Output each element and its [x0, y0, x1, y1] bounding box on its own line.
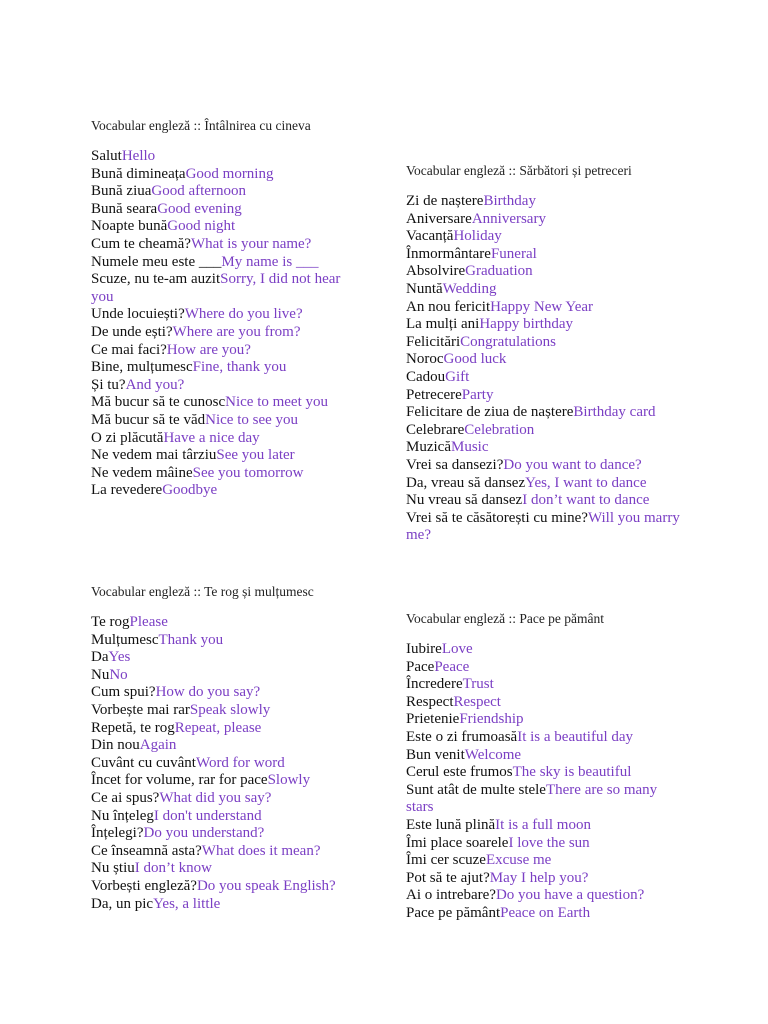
vocab-entry — [91, 218, 341, 236]
english-translation: Excuse me — [485, 852, 552, 869]
romanian-phrase: Bună dimineața — [91, 165, 186, 182]
vocab-entry — [406, 492, 696, 510]
vocab-entry — [91, 649, 376, 667]
romanian-phrase: Sunt atât de multe stele — [406, 781, 546, 798]
romanian-phrase: Prietenie — [406, 711, 460, 728]
romanian-phrase: Înmormântare — [406, 245, 491, 262]
english-translation: There are so many stars — [406, 781, 658, 816]
romanian-phrase: Noroc — [406, 351, 444, 368]
english-translation: Where do you live? — [184, 306, 303, 323]
vocab-entry — [406, 852, 666, 870]
english-translation: Do you want to dance? — [503, 456, 642, 473]
english-translation: It is a full moon — [495, 816, 591, 833]
english-translation: Party — [461, 386, 494, 403]
english-translation: Repeat, please — [174, 719, 262, 736]
vocab-entry — [91, 702, 376, 720]
english-translation: Speak slowly — [189, 701, 271, 718]
romanian-phrase: Cum spui? — [91, 684, 156, 701]
vocab-list — [91, 614, 376, 913]
vocab-entry — [406, 334, 696, 352]
romanian-phrase: Nu știu — [91, 860, 135, 877]
vocab-entry — [406, 316, 696, 334]
romanian-phrase: Îmi cer scuze — [406, 852, 486, 869]
english-translation: Slowly — [267, 772, 311, 789]
english-translation: Good afternoon — [151, 183, 246, 200]
romanian-phrase: Este lună plină — [406, 816, 496, 833]
english-translation: Yes — [108, 649, 131, 666]
english-translation: Do you speak English? — [196, 877, 336, 894]
romanian-phrase: Îmi place soarele — [406, 834, 509, 851]
romanian-phrase: Salut — [91, 148, 122, 164]
romanian-phrase: Bun venit — [406, 746, 465, 763]
vocab-entry — [91, 271, 341, 306]
vocab-entry — [91, 394, 341, 412]
vocab-entry — [91, 632, 376, 650]
vocab-entry — [406, 475, 696, 493]
romanian-phrase: Numele meu este ___ — [91, 253, 222, 270]
vocab-entry — [91, 359, 341, 377]
english-translation: Funeral — [490, 245, 537, 262]
english-translation: What does it mean? — [201, 842, 321, 859]
vocab-entry — [91, 790, 376, 808]
vocab-entry — [91, 412, 341, 430]
vocab-list — [406, 193, 696, 545]
vocab-entry — [406, 676, 666, 694]
vocab-entry — [406, 835, 666, 853]
romanian-phrase: De unde ești? — [91, 323, 173, 340]
english-translation: Do you understand? — [143, 825, 265, 842]
english-translation: Trust — [462, 676, 494, 693]
romanian-phrase: La revedere — [91, 482, 163, 499]
vocab-entry — [406, 711, 666, 729]
vocab-entry — [406, 817, 666, 835]
english-translation: Friendship — [459, 711, 524, 728]
english-translation: May I help you? — [489, 869, 589, 886]
romanian-phrase: Te rog — [91, 614, 130, 630]
vocab-entry — [406, 263, 696, 281]
vocab-entry — [91, 684, 376, 702]
vocab-entry — [406, 246, 696, 264]
english-translation: It is a beautiful day — [517, 728, 634, 745]
english-translation: Good night — [167, 218, 236, 235]
english-translation: Gift — [445, 368, 470, 385]
vocab-entry — [91, 843, 376, 861]
section-title: Vocabular engleză :: Te rog și mulțumesc — [91, 584, 314, 599]
english-translation: Sorry, I did not hear you — [91, 271, 341, 305]
vocab-entry — [91, 482, 341, 500]
vocab-entry — [406, 422, 696, 440]
vocab-entry — [91, 342, 341, 360]
romanian-phrase: Felicitare de ziua de naștere — [406, 404, 574, 421]
english-translation: Holiday — [453, 228, 502, 245]
english-translation: Yes, I want to dance — [525, 474, 647, 491]
vocab-entry — [91, 166, 341, 184]
romanian-phrase: Scuze, nu te-am auzit — [91, 271, 221, 288]
romanian-phrase: Vorbești engleză? — [91, 877, 197, 894]
english-translation: How are you? — [166, 341, 251, 358]
english-translation: Good morning — [185, 165, 274, 182]
english-translation: I don’t know — [134, 860, 212, 877]
english-translation: Do you have a question? — [495, 887, 645, 904]
section-title: Vocabular engleză :: Sărbători și petreceri — [406, 163, 632, 178]
english-translation: Wedding — [442, 280, 497, 297]
vocab-entry — [91, 720, 376, 738]
english-translation: How do you say? — [155, 684, 261, 701]
romanian-phrase: Muzică — [406, 439, 451, 456]
romanian-phrase: Ne vedem mai târziu — [91, 447, 217, 464]
romanian-phrase: Aniversare — [406, 210, 472, 227]
romanian-phrase: Zi de naștere — [406, 193, 484, 209]
romanian-phrase: Felicitări — [406, 333, 461, 350]
vocab-entry — [406, 387, 696, 405]
romanian-phrase: Nu vreau să dansez — [406, 492, 523, 509]
vocab-entry — [91, 825, 376, 843]
vocab-entry — [406, 351, 696, 369]
english-translation: See you later — [216, 447, 295, 464]
vocab-entry — [91, 896, 376, 914]
english-translation: What is your name? — [190, 235, 312, 252]
romanian-phrase: Ce mai faci? — [91, 341, 167, 358]
romanian-phrase: Bună seara — [91, 200, 158, 217]
vocab-entry — [406, 729, 666, 747]
vocab-entry — [406, 457, 696, 475]
english-translation: And you? — [125, 376, 185, 393]
romanian-phrase: La mulți ani — [406, 316, 480, 333]
romanian-phrase: Ce înseamnă asta? — [91, 842, 202, 859]
english-translation: I don't understand — [153, 807, 262, 824]
romanian-phrase: Pace pe pământ — [406, 904, 501, 921]
english-translation: Peace — [434, 658, 470, 675]
vocab-entry — [406, 228, 696, 246]
english-translation: Graduation — [465, 263, 533, 280]
romanian-phrase: An nou fericit — [406, 298, 491, 315]
romanian-phrase: Nu — [91, 666, 110, 683]
section-please-thank-you — [91, 584, 376, 913]
romanian-phrase: Mă bucur să te văd — [91, 411, 206, 428]
vocab-entry — [91, 377, 341, 395]
vocab-entry — [91, 306, 341, 324]
english-translation: What did you say? — [159, 789, 272, 806]
section-peace-on-earth — [406, 611, 666, 923]
english-translation: Birthday card — [573, 404, 656, 421]
vocab-entry — [91, 254, 341, 272]
vocab-entry — [91, 614, 376, 632]
english-translation: Yes, a little — [153, 895, 221, 912]
romanian-phrase: Este o zi frumoasă — [406, 728, 518, 745]
romanian-phrase: Bună ziua — [91, 183, 152, 200]
romanian-phrase: Pot să te ajut? — [406, 869, 490, 886]
vocab-entry — [406, 641, 666, 659]
english-translation: Happy New Year — [490, 298, 594, 315]
english-translation: The sky is beautiful — [512, 764, 632, 781]
romanian-phrase: Nuntă — [406, 280, 443, 297]
english-translation: Nice to meet you — [225, 394, 329, 411]
romanian-phrase: Din nou — [91, 737, 140, 754]
english-translation: I love the sun — [508, 834, 590, 851]
vocab-entry — [91, 148, 341, 166]
romanian-phrase: Iubire — [406, 641, 442, 657]
romanian-phrase: Cerul este frumos — [406, 764, 513, 781]
romanian-phrase: Vacanță — [406, 228, 454, 245]
romanian-phrase: Cadou — [406, 368, 446, 385]
english-translation: No — [109, 666, 128, 683]
vocab-entry — [406, 510, 696, 545]
english-translation: Nice to see you — [205, 411, 299, 428]
english-translation: Love — [441, 641, 473, 657]
section-title: Vocabular engleză :: Întâlnirea cu cineva — [91, 118, 311, 133]
english-translation: Word for word — [195, 754, 285, 771]
romanian-phrase: O zi plăcută — [91, 429, 164, 446]
vocab-entry — [406, 193, 696, 211]
vocab-entry — [91, 772, 376, 790]
section-title: Vocabular engleză :: Pace pe pământ — [406, 611, 605, 626]
romanian-phrase: Respect — [406, 693, 454, 710]
vocab-entry — [406, 439, 696, 457]
vocab-entry — [91, 878, 376, 896]
romanian-phrase: Mulțumesc — [91, 631, 159, 648]
romanian-phrase: Vorbește mai rar — [91, 701, 190, 718]
romanian-phrase: Încet for volume, rar for pace — [91, 772, 268, 789]
vocab-entry — [406, 369, 696, 387]
romanian-phrase: Vrei să te căsătorești cu mine? — [406, 509, 588, 526]
english-translation: Welcome — [464, 746, 522, 763]
english-translation: Birthday — [483, 193, 536, 209]
romanian-phrase: Înțelegi? — [91, 825, 144, 842]
vocab-entry — [406, 659, 666, 677]
english-translation: Respect — [453, 693, 501, 710]
romanian-phrase: Absolvire — [406, 263, 466, 280]
vocab-entry — [406, 299, 696, 317]
romanian-phrase: Vrei sa dansezi? — [406, 456, 504, 473]
vocab-entry — [91, 324, 341, 342]
vocab-entry — [91, 667, 376, 685]
vocab-entry — [91, 808, 376, 826]
vocab-list — [91, 148, 341, 500]
vocab-entry — [91, 860, 376, 878]
romanian-phrase: Nu înțeleg — [91, 807, 154, 824]
vocab-entry — [406, 887, 666, 905]
romanian-phrase: Bine, mulțumesc — [91, 359, 193, 376]
vocab-entry — [91, 430, 341, 448]
english-translation: Where are you from? — [172, 323, 301, 340]
vocab-entry — [406, 782, 666, 817]
romanian-phrase: Cuvânt cu cuvânt — [91, 754, 196, 771]
english-translation: Fine, thank you — [192, 359, 287, 376]
romanian-phrase: Da — [91, 649, 109, 666]
english-translation: Congratulations — [460, 333, 556, 350]
romanian-phrase: Cum te cheamă? — [91, 235, 191, 252]
section-holidays-parties — [406, 163, 696, 545]
romanian-phrase: Ai o intrebare? — [406, 887, 496, 904]
english-translation: Thank you — [158, 631, 224, 648]
english-translation: Have a nice day — [163, 429, 260, 446]
vocab-entry — [406, 404, 696, 422]
vocab-entry — [406, 694, 666, 712]
vocab-entry — [406, 747, 666, 765]
romanian-phrase: Celebrare — [406, 421, 465, 438]
vocab-entry — [406, 764, 666, 782]
english-translation: Happy birthday — [479, 316, 574, 333]
vocab-entry — [406, 281, 696, 299]
english-translation: Good luck — [443, 351, 507, 368]
english-translation: Goodbye — [162, 482, 218, 499]
romanian-phrase: Repetă, te rog — [91, 719, 175, 736]
romanian-phrase: Da, vreau să dansez — [406, 474, 526, 491]
romanian-phrase: Petrecere — [406, 386, 462, 403]
vocab-entry — [91, 447, 341, 465]
english-translation: Hello — [121, 148, 156, 164]
romanian-phrase: Noapte bună — [91, 218, 168, 235]
vocab-entry — [91, 236, 341, 254]
english-translation: Please — [129, 614, 168, 630]
vocab-entry — [91, 755, 376, 773]
english-translation: Again — [139, 737, 177, 754]
romanian-phrase: Și tu? — [91, 376, 126, 393]
vocab-entry — [91, 465, 341, 483]
vocab-entry — [91, 201, 341, 219]
romanian-phrase: Încredere — [406, 676, 463, 693]
vocab-entry — [91, 183, 341, 201]
vocab-list — [406, 641, 666, 923]
english-translation: My name is ___ — [221, 253, 319, 270]
vocab-entry — [406, 870, 666, 888]
english-translation: Will you marry me? — [406, 509, 680, 544]
english-translation: Good evening — [157, 200, 242, 217]
romanian-phrase: Da, un pic — [91, 895, 154, 912]
vocab-entry — [91, 737, 376, 755]
vocab-entry — [406, 211, 696, 229]
english-translation: Anniversary — [471, 210, 546, 227]
english-translation: Celebration — [464, 421, 535, 438]
romanian-phrase: Pace — [406, 658, 435, 675]
english-translation: I don’t want to dance — [522, 492, 650, 509]
section-meeting-someone — [91, 118, 341, 500]
romanian-phrase: Ce ai spus? — [91, 789, 160, 806]
romanian-phrase: Ne vedem mâine — [91, 464, 193, 481]
english-translation: Music — [450, 439, 489, 456]
romanian-phrase: Unde locuiești? — [91, 306, 185, 323]
english-translation: See you tomorrow — [192, 464, 304, 481]
vocab-entry — [406, 905, 666, 923]
english-translation: Peace on Earth — [500, 904, 591, 921]
romanian-phrase: Mă bucur să te cunosc — [91, 394, 226, 411]
